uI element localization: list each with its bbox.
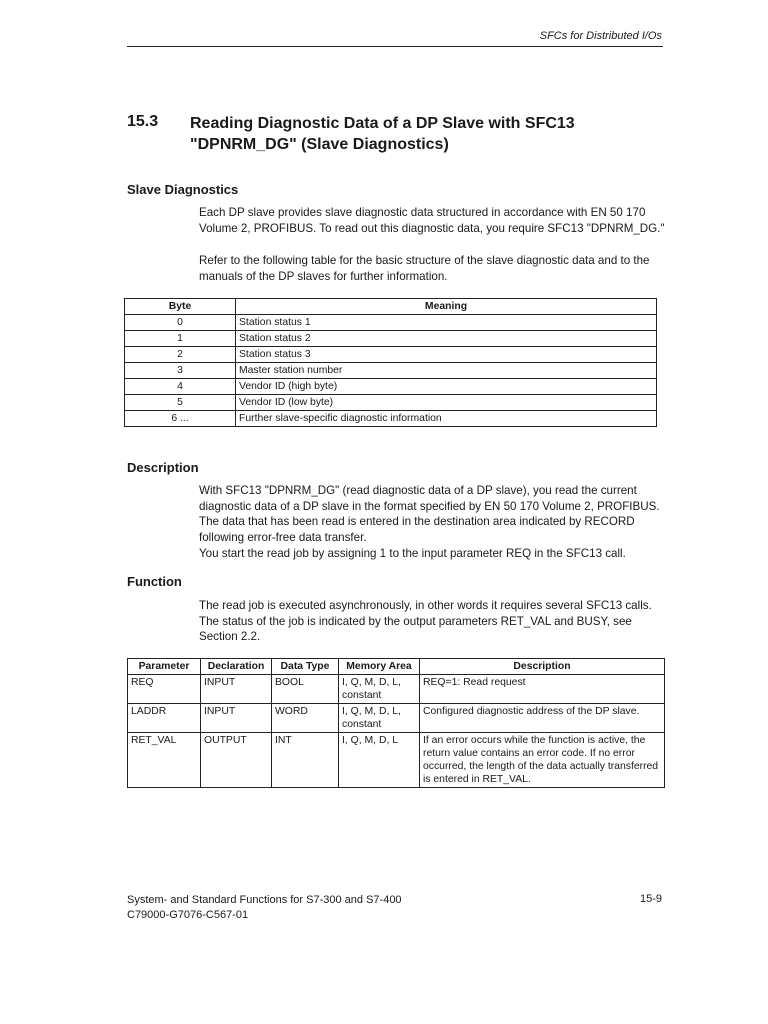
table-row bbox=[125, 411, 657, 427]
meaning-cell: Station status 2 bbox=[236, 331, 657, 347]
footer-book-title: System- and Standard Functions for S7-300 and S7-400 bbox=[127, 894, 402, 906]
table-row bbox=[128, 733, 665, 788]
memory-area-cell: I, Q, M, D, L, constant bbox=[339, 675, 420, 704]
byte-cell: 0 bbox=[125, 315, 236, 331]
col-header-byte: Byte bbox=[125, 299, 236, 315]
declaration-cell: INPUT bbox=[201, 675, 272, 704]
meaning-cell: Station status 1 bbox=[236, 315, 657, 331]
heading-function: Function bbox=[127, 574, 182, 589]
memory-area-cell: I, Q, M, D, L bbox=[339, 733, 420, 788]
section-number: 15.3 bbox=[127, 113, 159, 130]
description-cell: REQ=1: Read request bbox=[420, 675, 665, 704]
meaning-cell: Vendor ID (high byte) bbox=[236, 379, 657, 395]
table-row bbox=[128, 704, 665, 733]
table-row bbox=[125, 379, 657, 395]
meaning-cell: Master station number bbox=[236, 363, 657, 379]
description-cell: If an error occurs while the function is active, the return value contains an error code. If no error occurred, the length of the data actually transferred is entered in RET_VAL. bbox=[420, 733, 665, 788]
description-para-2: You start the read job by assigning 1 to the input parameter REQ in the SFC13 call. bbox=[199, 547, 626, 560]
page-number: 15-9 bbox=[639, 893, 662, 905]
col-header-memory-area: Memory Area bbox=[339, 659, 420, 675]
running-header: SFCs for Distributed I/Os bbox=[539, 30, 662, 42]
data-type-cell: INT bbox=[272, 733, 339, 788]
table-row bbox=[125, 395, 657, 411]
col-header-data-type: Data Type bbox=[272, 659, 339, 675]
table-row bbox=[125, 363, 657, 379]
meaning-cell: Vendor ID (low byte) bbox=[236, 395, 657, 411]
col-header-parameter: Parameter bbox=[128, 659, 201, 675]
heading-slave-diagnostics: Slave Diagnostics bbox=[127, 182, 239, 197]
byte-cell: 4 bbox=[125, 379, 236, 395]
function-para-1: The read job is executed asynchronously, in other words it requires several SFC13 calls. The status of the job is indicated by the output parameters RET_VAL and BUSY, see Section 2.2. bbox=[199, 599, 652, 643]
parameter-cell: RET_VAL bbox=[128, 733, 201, 788]
byte-cell: 3 bbox=[125, 363, 236, 379]
footer bbox=[127, 893, 402, 923]
table-row bbox=[125, 331, 657, 347]
meaning-cell: Further slave-specific diagnostic information bbox=[236, 411, 657, 427]
header-rule bbox=[127, 46, 663, 47]
table-row bbox=[128, 675, 665, 704]
data-type-cell: BOOL bbox=[272, 675, 339, 704]
data-type-cell: WORD bbox=[272, 704, 339, 733]
slave-diagnostics-para-1: Each DP slave provides slave diagnostic data structured in accordance with EN 50 170 Volume 2, PROFIBUS. To read out this diagnostic data, you require SFC13 "DPNRM_DG." bbox=[199, 206, 665, 235]
declaration-cell: OUTPUT bbox=[201, 733, 272, 788]
memory-area-cell: I, Q, M, D, L, constant bbox=[339, 704, 420, 733]
col-header-declaration: Declaration bbox=[201, 659, 272, 675]
col-header-description: Description bbox=[420, 659, 665, 675]
description-para-1: With SFC13 "DPNRM_DG" (read diagnostic data of a DP slave), you read the current diagnostic data of a DP slave in the format specified by EN 50 170 Volume 2, PROFIBUS. The data that has been read is entered in the destination area indicated by RECORD following error-free data transfer. bbox=[199, 484, 660, 544]
slave-diagnostics-para-2: Refer to the following table for the basic structure of the slave diagnostic data and to the manuals of the DP slaves for further information. bbox=[199, 254, 650, 283]
heading-description: Description bbox=[127, 460, 199, 475]
col-header-meaning: Meaning bbox=[236, 299, 657, 315]
parameter-cell: REQ bbox=[128, 675, 201, 704]
byte-cell: 1 bbox=[125, 331, 236, 347]
byte-cell: 2 bbox=[125, 347, 236, 363]
byte-cell: 6 ... bbox=[125, 411, 236, 427]
section-title: Reading Diagnostic Data of a DP Slave with SFC13 "DPNRM_DG" (Slave Diagnostics) bbox=[190, 115, 575, 153]
byte-cell: 5 bbox=[125, 395, 236, 411]
declaration-cell: INPUT bbox=[201, 704, 272, 733]
slave-diagnostic-table bbox=[124, 298, 657, 427]
footer-order-number: C79000-G7076-C567-01 bbox=[127, 909, 249, 921]
parameter-table bbox=[127, 658, 665, 788]
table-row bbox=[125, 315, 657, 331]
table-row bbox=[125, 347, 657, 363]
description-cell: Configured diagnostic address of the DP slave. bbox=[420, 704, 665, 733]
parameter-cell: LADDR bbox=[128, 704, 201, 733]
meaning-cell: Station status 3 bbox=[236, 347, 657, 363]
